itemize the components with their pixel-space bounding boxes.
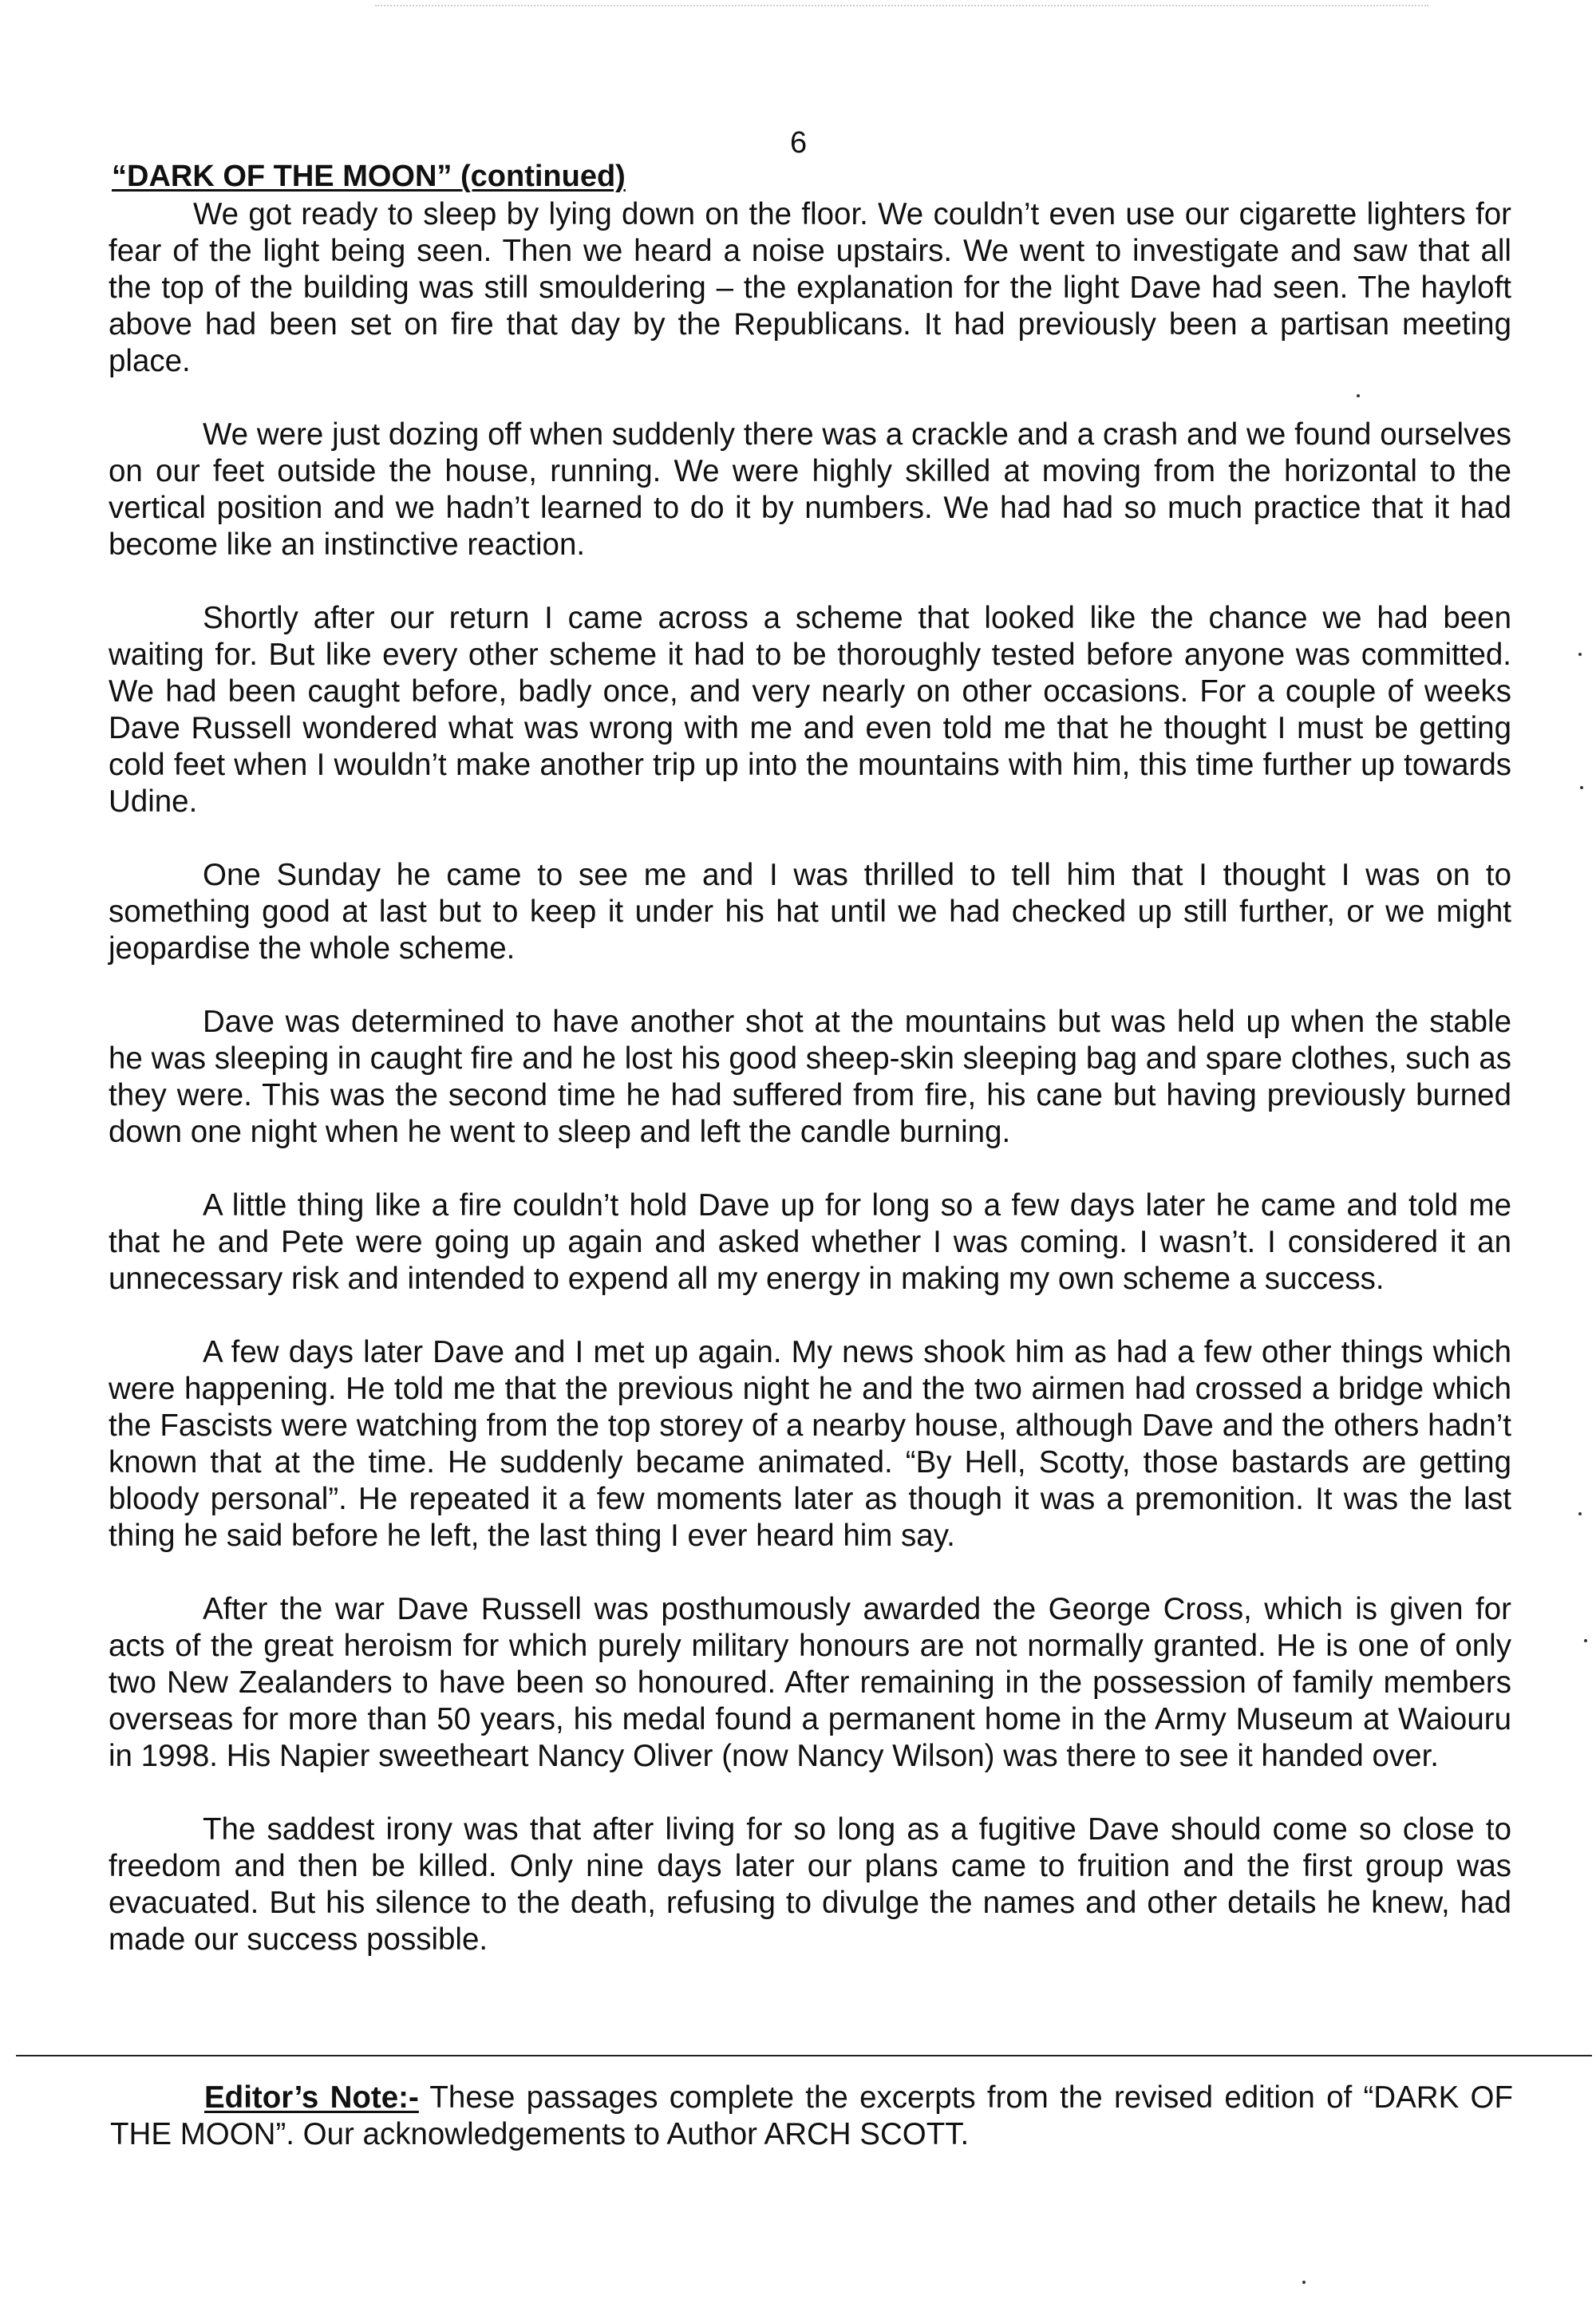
page-number: 6 [790, 126, 808, 160]
paragraph: A little thing like a fire couldn’t hold Dave up for long so a few days later he came and told me that he and Pete were going up again and asked whether I was coming. I wasn’t. I considered it an unnecessary risk and intended to expend all my energy in making my own scheme a success. [109, 1188, 1511, 1296]
article-body [109, 196, 1511, 1995]
scan-speck [1580, 786, 1583, 789]
scan-noise [375, 5, 1428, 11]
scan-speck [1302, 2281, 1306, 2284]
paragraph: A few days later Dave and I met up again. My news shook him as had a few other things which were happening. He told me that the previous night he and the two airmen had crossed a bridge which the Fascists were watching from the top storey of a nearby house, although Dave and the others hadn’t known that at the time. He suddenly became animated. “By Hell, Scotty, those bastards are getting bloody personal”. He repeated it a few moments later as though it was a premonition. It was the last thing he said before he left, the last thing I ever heard him say. [109, 1335, 1511, 1553]
paragraph: We were just dozing off when suddenly there was a crackle and a crash and we found ourselves on our feet outside the house, running. We were highly skilled at moving from the horizontal to the vertical position and we hadn’t learned to do it by numbers. We had had so much practice that it had become like an instinctive reaction. [109, 417, 1511, 562]
editors-note-label: Editor’s Note:- [204, 2080, 419, 2115]
horizontal-divider [16, 2055, 1592, 2056]
scan-speck [1357, 394, 1360, 397]
paragraph: The saddest irony was that after living for so long as a fugitive Dave should come so close to freedom and then be killed. Only nine days later our plans came to fruition and the first group was evacuated. But his silence to the death, refusing to divulge the names and other details he knew, had made our success possible. [109, 1812, 1511, 1957]
article-title: “DARK OF THE MOON” (continued) [112, 160, 626, 193]
scan-speck [1584, 1639, 1587, 1642]
scan-speck [1578, 1512, 1582, 1515]
paragraph: Dave was determined to have another shot at the mountains but was held up when the stable he was sleeping in caught fire and he lost his good sheep-skin sleeping bag and spare clothes, such as they were. This was the second time he had suffered from fire, his cane but having previously burned down one night when he went to sleep and left the candle burning. [109, 1005, 1511, 1149]
scan-speck [1578, 653, 1582, 656]
paragraph: After the war Dave Russell was posthumously awarded the George Cross, which is given for acts of the great heroism for which purely military honours are not normally granted. He is one of only two New Zealanders to have been so honoured. After remaining in the possession of family members overseas for more than 50 years, his medal found a permanent home in the Army Museum at Waiouru in 1998. His Napier sweetheart Nancy Oliver (now Nancy Wilson) was there to see it handed over. [109, 1592, 1511, 1773]
paragraph: One Sunday he came to see me and I was thrilled to tell him that I thought I was on to something good at last but to keep it under his hat until we had checked up still further, or we might jeopardise the whole scheme. [109, 858, 1511, 966]
editors-note [110, 2080, 1513, 2153]
paragraph: We got ready to sleep by lying down on the floor. We couldn’t even use our cigarette lighters for fear of the light being seen. Then we heard a noise upstairs. We went to investigate and saw that all the top of the building was still smouldering – the explanation for the light Dave had seen. The hayloft above had been set on fire that day by the Republicans. It had previously been a partisan meeting place. [109, 197, 1511, 378]
paragraph: Shortly after our return I came across a scheme that looked like the chance we had been waiting for. But like every other scheme it had to be thoroughly tested before anyone was committed. We had been caught before, badly once, and very nearly on other occasions. For a couple of weeks Dave Russell wondered what was wrong with me and even told me that he thought I must be getting cold feet when I wouldn’t make another trip up into the mountains with him, this time further up towards Udine. [109, 601, 1511, 819]
editors-note-text: These passages complete the excerpts from the revised edition of “DARK OF THE MOON”. Our acknowledgements to Author ARCH SCOTT. [110, 2080, 1514, 2151]
